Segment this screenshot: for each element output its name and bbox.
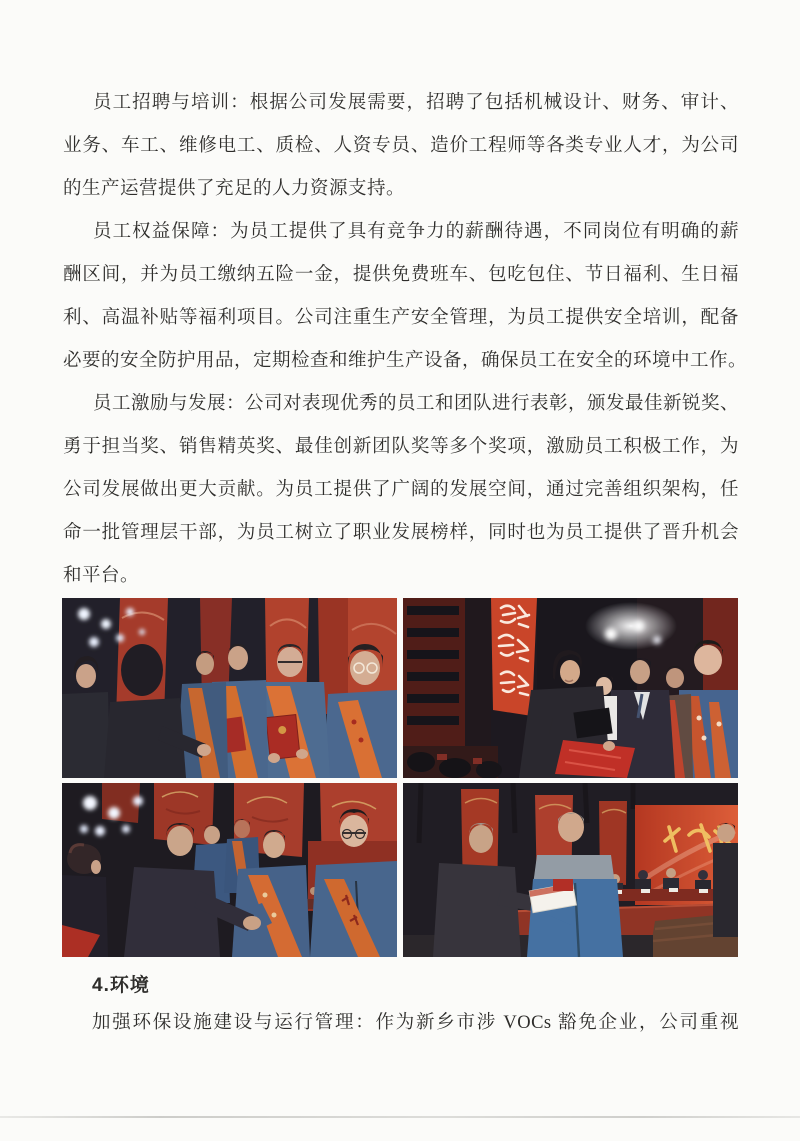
text-line: 利、高温补贴等福利项目。公司注重生产安全管理，为员工提供安全培训，配备 [63,308,739,328]
photo-award-ceremony-presentation [403,598,738,778]
text-line: 勇于担当奖、销售精英奖、最佳创新团队奖等多个奖项，激励员工积极工作，为 [63,437,739,457]
text-line: 酬区间，并为员工缴纳五险一金，提供免费班车、包吃包住、节日福利、生日福 [63,265,739,285]
scan-artifact-line [0,1116,800,1118]
text-line: 员工招聘与培训：根据公司发展需要，招聘了包括机械设计、财务、审计、 [93,93,739,113]
section-heading-environment: 4.环境 [92,975,150,996]
text-line: 公司发展做出更大贡献。为员工提供了广阔的发展空间，通过完善组织架构，任 [63,480,739,500]
text-line: 员工权益保障：为员工提供了具有竞争力的薪酬待遇，不同岗位有明确的薪 [93,222,739,242]
photo-award-ceremony-handshake [62,598,397,778]
body-text [63,82,748,598]
text-line: 员工激励与发展：公司对表现优秀的员工和团队进行表彰，颁发最佳新锐奖、 [93,394,740,414]
text-line: 和平台。 [63,566,140,586]
text-line: 的生产运营提供了充足的人力资源支持。 [63,179,406,199]
text-line: 业务、车工、维修电工、质检、人资专员、造价工程师等各类专业人才，为公司 [63,136,739,156]
text-line: 必要的安全防护用品，定期检查和维护生产设备，确保员工在安全的环境中工作。 [63,351,748,371]
text-line: 命一批管理层干部，为员工树立了职业发展榜样，同时也为员工提供了晋升机会 [63,523,739,543]
photo-award-ceremony-handshake-row [62,783,397,957]
photo-certificate-handover [403,783,738,957]
continuation-paragraph: 加强环保设施建设与运行管理：作为新乡市涉 VOCs 豁免企业，公司重视 [92,1013,739,1033]
